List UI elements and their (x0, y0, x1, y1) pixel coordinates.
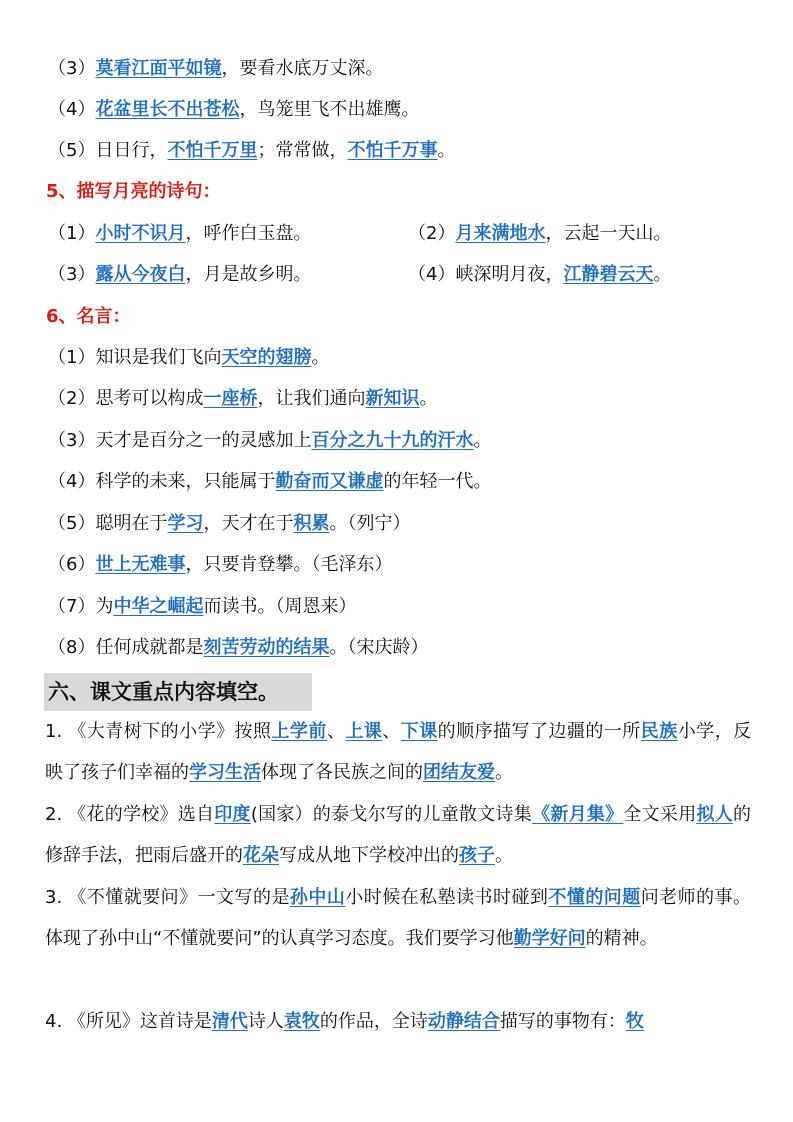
static-text: ，云起一天山。 (545, 223, 672, 244)
section-heading-quotes: 6、名言： (46, 306, 131, 327)
answer-text: 拟人 (696, 804, 733, 825)
static-text: 。 (419, 388, 438, 409)
static-text: ，呼作白玉盘。 (185, 223, 312, 244)
static-text: ，天才在于 (203, 513, 294, 534)
static-text: 的年轻一代。 (383, 471, 492, 492)
answer-text: 天空的翅膀 (221, 347, 312, 368)
static-text: 、 (326, 721, 346, 742)
static-text: ，月是故乡明。 (185, 264, 312, 285)
static-text: 描写的事物有： (499, 1011, 626, 1032)
item-number: （4） (48, 471, 96, 492)
answer-text: 民族 (640, 721, 678, 742)
moon-item-1 (48, 223, 311, 244)
moon-row-1 (48, 221, 748, 247)
answer-text: 上学前 (271, 721, 327, 742)
static-text: 写成从地下学校冲出的 (279, 845, 459, 866)
lesson-paragraph-1 (45, 711, 751, 793)
item-number: （5） (48, 140, 96, 161)
answer-text: 江静碧云天 (563, 264, 654, 285)
answer-text: 《新月集》 (532, 804, 624, 825)
answer-text: 下课 (400, 721, 438, 742)
static-text: ，只要肯登攀。（毛泽东） (185, 554, 393, 575)
item-number: （4） (408, 264, 456, 285)
lesson-paragraph-2 (45, 794, 751, 876)
static-text: 。（列宁） (329, 513, 411, 534)
static-text: 体现了各民族之间的 (261, 762, 423, 783)
static-text: 聪明在于 (95, 513, 168, 534)
static-text: 。 (495, 762, 513, 783)
answer-text: 上课 (345, 721, 383, 742)
answer-text: 学习 (167, 513, 204, 534)
poem-line-4 (48, 97, 419, 123)
quote-2 (48, 386, 437, 412)
static-text: 的精神。 (585, 928, 658, 949)
moon-item-4 (408, 262, 671, 288)
static-text: 的顺序描写了边疆的一所 (437, 721, 641, 742)
quote-3 (48, 428, 491, 454)
moon-item-3 (48, 264, 311, 285)
static-text: 小学，反映了孩子们幸福的 (45, 721, 752, 783)
moon-row-2 (48, 262, 748, 288)
static-text: 。 (653, 264, 672, 285)
static-text: 的作品，全诗 (319, 1011, 428, 1032)
answer-text: 勤奋而又谦虚 (275, 471, 384, 492)
item-number: （3） (48, 264, 96, 285)
quote-1 (48, 345, 329, 371)
answer-text: 月来满地水 (455, 223, 546, 244)
static-text: 。 (311, 347, 330, 368)
item-number: （8） (48, 637, 96, 658)
answer-text: 牧 (625, 1011, 644, 1032)
static-text: 小时候在私塾读书时碰到 (345, 887, 549, 908)
static-text: 的修辞手法，把雨后盛开的 (45, 804, 751, 866)
item-number: （3） (48, 430, 96, 451)
static-text: 思考可以构成 (95, 388, 204, 409)
static-text: 、 (382, 721, 401, 742)
answer-text: 莫看江面平如镜 (95, 58, 222, 79)
item-number: （2） (408, 223, 456, 244)
answer-text: 团结友爱 (423, 762, 495, 783)
answer-text: 不怕千万里 (167, 140, 258, 161)
static-text: ，要看水底万丈深。 (221, 58, 384, 79)
answer-text: 中华之崛起 (113, 596, 204, 617)
static-text: 而读书。（周恩来） (203, 596, 357, 617)
item-number: （1） (48, 347, 96, 368)
answer-text: 不怕千万事 (347, 140, 438, 161)
section-title: 六、课文重点内容填空。 (48, 680, 279, 704)
section-title-bar (44, 673, 312, 711)
answer-text: 新知识 (365, 388, 420, 409)
static-text: 3. 《不懂就要问》一文写的是 (45, 887, 290, 908)
static-text: 天才是百分之一的灵感加上 (95, 430, 312, 451)
static-text: 科学的未来，只能属于 (95, 471, 276, 492)
static-text: 诗人 (247, 1011, 284, 1032)
answer-text: 印度 (214, 804, 251, 825)
quote-7 (48, 594, 356, 620)
poem-line-5 (48, 138, 455, 164)
static-text: (国家）的泰戈尔写的儿童散文诗集 (250, 804, 533, 825)
static-text: 2. 《花的学校》选自 (45, 804, 215, 825)
answer-text: 学习生活 (189, 762, 261, 783)
section-heading-moon: 5、描写月亮的诗句： (46, 181, 221, 202)
answer-text: 清代 (211, 1011, 248, 1032)
item-number: （4） (48, 99, 96, 120)
item-number: （7） (48, 596, 96, 617)
quote-8 (48, 635, 428, 661)
answer-text: 孩子 (459, 845, 495, 866)
quote-5 (48, 511, 410, 537)
static-text: 。 (495, 845, 513, 866)
static-text: 。 (473, 430, 492, 451)
static-text: 。（宋庆龄） (329, 637, 429, 658)
static-text: 1. 《大青树下的小学》按照 (45, 721, 272, 742)
item-number: （6） (48, 554, 96, 575)
item-number: （1） (48, 223, 96, 244)
answer-text: 动静结合 (427, 1011, 500, 1032)
moon-item-2 (408, 221, 671, 247)
item-number: （5） (48, 513, 96, 534)
answer-text: 积累 (293, 513, 330, 534)
static-text: 知识是我们飞向 (95, 347, 222, 368)
static-text: 日日行， (95, 140, 168, 161)
static-text: 4. 《所见》这首诗是 (45, 1011, 212, 1032)
answer-text: 勤学好问 (513, 928, 586, 949)
answer-text: 小时不识月 (95, 223, 186, 244)
answer-text: 袁牧 (283, 1011, 320, 1032)
answer-text: 世上无难事 (95, 554, 186, 575)
answer-text: 花盆里长不出苍松 (95, 99, 240, 120)
item-number: （2） (48, 388, 96, 409)
answer-text: 百分之九十九的汗水 (311, 430, 474, 451)
static-text: 。 (437, 140, 456, 161)
lesson-paragraph-3 (45, 877, 751, 959)
item-number: （3） (48, 58, 96, 79)
static-text: ，让我们通向 (257, 388, 366, 409)
quote-4 (48, 469, 491, 495)
quote-6 (48, 552, 392, 578)
static-text: ，鸟笼里飞不出雄鹰。 (239, 99, 420, 120)
answer-text: 刻苦劳动的结果 (203, 637, 330, 658)
answer-text: 花朵 (243, 845, 279, 866)
static-text: 问老师的事。体现了孙中山“不懂就要问”的认真学习态度。我们要学习他 (45, 887, 752, 949)
static-text: ；常常做， (257, 140, 348, 161)
answer-text: 一座桥 (203, 388, 258, 409)
answer-text: 露从今夜白 (95, 264, 186, 285)
answer-text: 不懂的问题 (548, 887, 641, 908)
static-text: 全文采用 (623, 804, 697, 825)
lesson-paragraph-4 (45, 1001, 751, 1042)
poem-line-3 (48, 56, 383, 82)
static-text: 任何成就都是 (95, 637, 204, 658)
answer-text: 孙中山 (289, 887, 346, 908)
static-text: 为 (95, 596, 114, 617)
static-text: 峡深明月夜， (455, 264, 564, 285)
